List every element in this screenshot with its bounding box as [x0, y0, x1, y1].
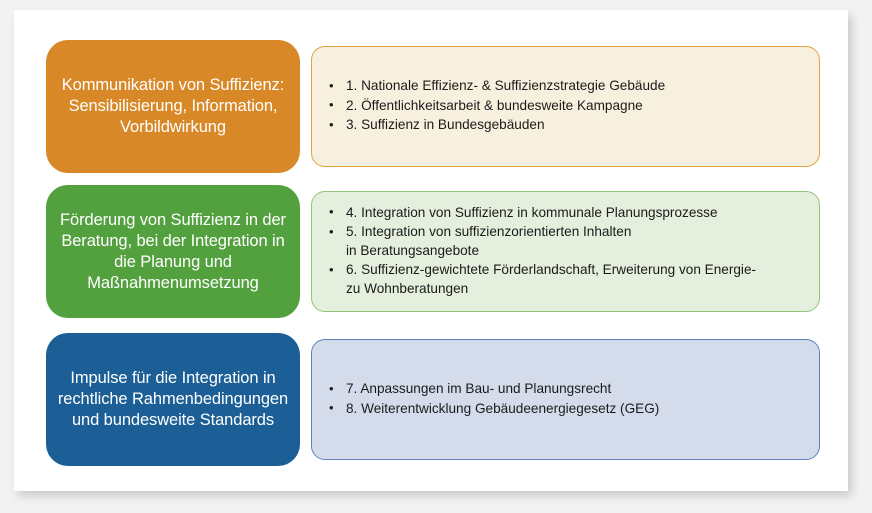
list-item — [326, 77, 809, 96]
group-title-box-foerderung — [46, 185, 300, 318]
group-measures-panel-foerderung — [311, 191, 820, 312]
group-title-label: Kommunikation von Suffizienz: Sensibilisierung, Information, Vorbildwirkung — [61, 76, 285, 136]
measure-group-row — [14, 333, 848, 466]
figure-card — [14, 10, 848, 491]
measure-text: 3. Suffizienz in Bundesgebäuden — [346, 117, 545, 133]
list-item — [326, 97, 809, 116]
group-measures-panel-kommunikation — [311, 46, 820, 167]
measure-list — [326, 77, 809, 136]
measure-text: 6. Suffizienz-gewichtete Förderlandschaft, Erweiterung von Energie- — [346, 262, 757, 278]
list-item — [326, 380, 809, 399]
measure-group-row — [14, 40, 848, 173]
measure-list — [326, 204, 809, 300]
list-item — [326, 261, 809, 298]
measure-group-row — [14, 185, 848, 318]
measure-text: 8. Weiterentwicklung Gebäudeenergiegesetz (GEG) — [346, 400, 660, 416]
group-title-box-impulse — [46, 333, 300, 466]
measure-text: 1. Nationale Effizienz- & Suffizienzstrategie Gebäude — [346, 78, 666, 94]
group-title-label: Impulse für die Integration in rechtliche Rahmenbedingungen und bundesweite Standards — [57, 369, 289, 429]
list-item — [326, 204, 809, 223]
measure-text: 4. Integration von Suffizienz in kommunale Planungsprozesse — [346, 204, 718, 220]
measure-text-continued: zu Wohnberatungen — [346, 280, 469, 296]
measure-list — [326, 380, 809, 419]
list-item — [326, 400, 809, 419]
group-measures-panel-impulse — [311, 339, 820, 460]
group-title-box-kommunikation — [46, 40, 300, 173]
group-title-label: Förderung von Suffizienz in der Beratung, bei der Integration in die Planung und Maßnahmenumsetzung — [60, 210, 286, 292]
measure-text-continued: in Beratungsangebote — [346, 242, 480, 258]
measure-text: 2. Öffentlichkeitsarbeit & bundesweite Kampagne — [346, 97, 643, 113]
list-item — [326, 223, 809, 260]
measure-text: 5. Integration von suffizienzorientierten Inhalten — [346, 224, 632, 240]
measure-text: 7. Anpassungen im Bau- und Planungsrecht — [346, 381, 612, 396]
list-item — [326, 116, 809, 135]
